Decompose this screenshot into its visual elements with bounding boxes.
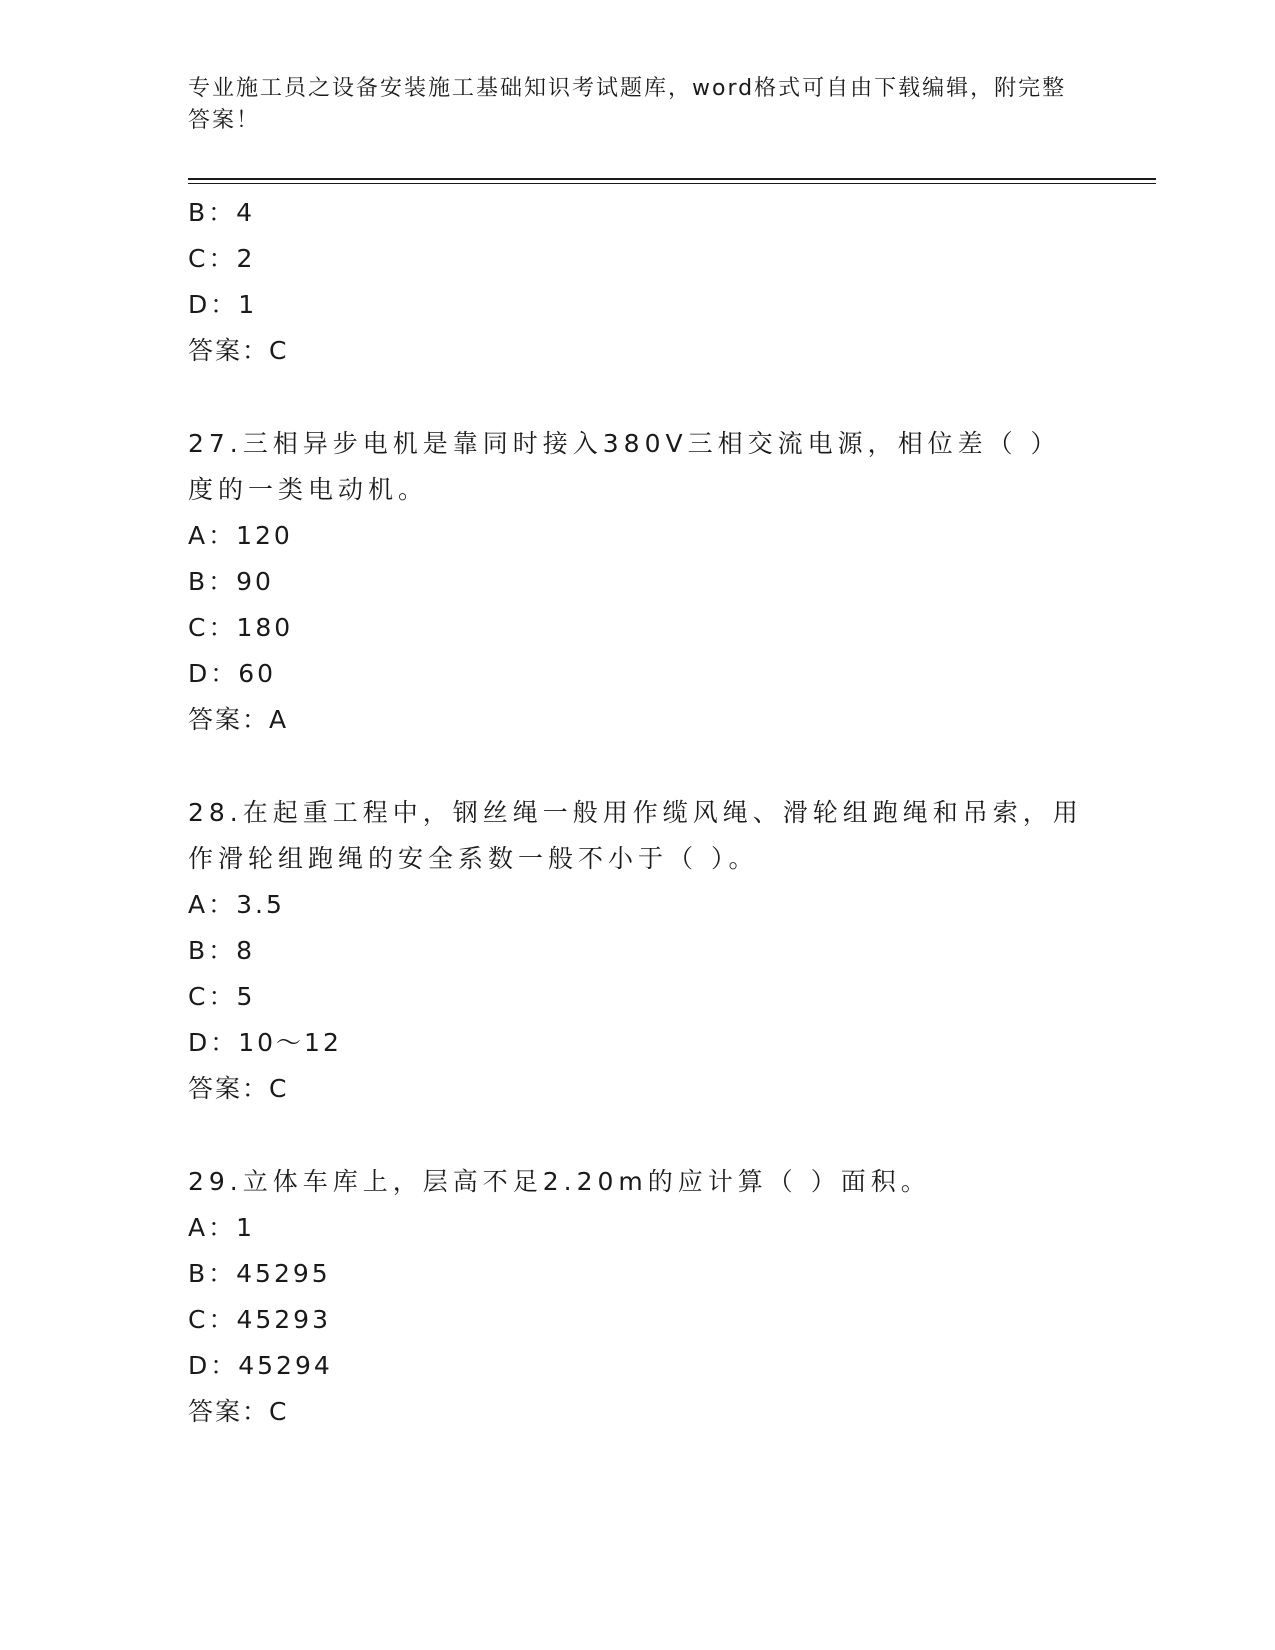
option-c: C：180: [188, 613, 294, 642]
answer-line: 答案：A: [188, 705, 289, 734]
answer-line: 答案：C: [188, 1074, 289, 1103]
question-block-27: [188, 421, 1088, 743]
header-divider-thick: [188, 178, 1156, 180]
question-block-29: [188, 1159, 1088, 1435]
question-block-continued: [188, 190, 1088, 374]
option-c: C：2: [188, 244, 256, 273]
option-a: A：120: [188, 521, 293, 550]
option-c: C：45293: [188, 1305, 331, 1334]
option-a: A：1: [188, 1213, 256, 1242]
question-block-28: [188, 790, 1088, 1112]
option-a: A：3.5: [188, 890, 285, 919]
option-c: C：5: [188, 982, 256, 1011]
question-text: 29.立体车库上，层高不足2.20m的应计算（ ）面积。: [188, 1167, 931, 1196]
option-b: B：90: [188, 567, 274, 596]
answer-line: 答案：C: [188, 336, 289, 365]
option-d: D：45294: [188, 1351, 333, 1380]
option-d: D：1: [188, 290, 258, 319]
header-divider-thin: [188, 183, 1156, 184]
question-text: 27.三相异步电机是靠同时接入380V三相交流电源，相位差（ ）度的一类电动机。: [188, 429, 1061, 504]
page-header: 专业施工员之设备安装施工基础知识考试题库，word格式可自由下载编辑，附完整答案！: [188, 76, 1067, 133]
option-b: B：8: [188, 936, 256, 965]
answer-line: 答案：C: [188, 1397, 289, 1426]
option-d: D：60: [188, 659, 277, 688]
option-d: D：10～12: [188, 1028, 342, 1057]
option-b: B：45295: [188, 1259, 331, 1288]
question-text: 28.在起重工程中，钢丝绳一般用作缆风绳、滑轮组跑绳和吊索，用作滑轮组跑绳的安全系数一般不小于（ ）。: [188, 798, 1083, 873]
option-b: B：4: [188, 198, 256, 227]
question-list: [188, 190, 1088, 1435]
